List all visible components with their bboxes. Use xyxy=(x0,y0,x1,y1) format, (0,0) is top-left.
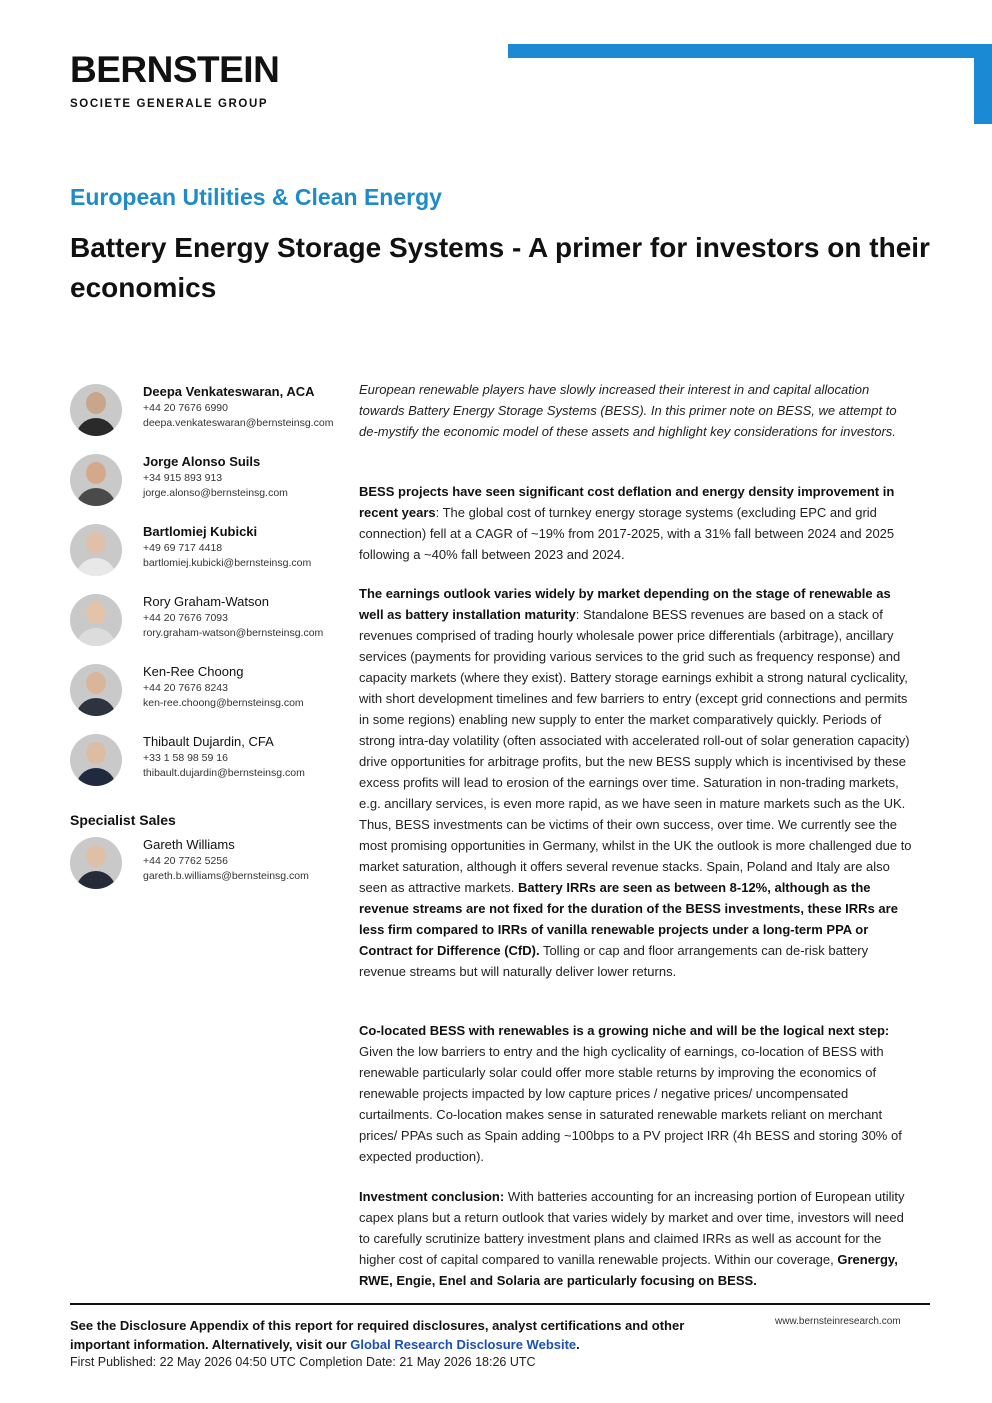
analyst-card xyxy=(70,454,360,514)
analyst-photo xyxy=(70,734,122,786)
analyst-email[interactable]: ken-ree.choong@bernsteinsg.com xyxy=(143,697,304,709)
specialist-photo xyxy=(70,837,122,889)
analyst-email[interactable]: jorge.alonso@bernsteinsg.com xyxy=(143,487,288,499)
report-title: Battery Energy Storage Systems - A primer for investors on their economics xyxy=(70,232,930,303)
analyst-email[interactable]: deepa.venkateswaran@bernsteinsg.com xyxy=(143,417,334,429)
disclosure-website-link[interactable]: Global Research Disclosure Website xyxy=(350,1337,577,1352)
analyst-email[interactable]: bartlomiej.kubicki@bernsteinsg.com xyxy=(143,557,312,569)
analyst-card xyxy=(70,524,360,584)
paragraph-text: Tolling or cap and floor arrangements can de-risk battery revenue streams but will naturally deliver lower returns. xyxy=(359,943,869,979)
paragraph-lead: Co-located BESS with renewables is a growing niche and will be the logical next step: xyxy=(359,1023,890,1038)
specialist-card xyxy=(70,837,360,897)
analyst-card xyxy=(70,594,360,654)
analyst-photo xyxy=(70,454,122,506)
analyst-card xyxy=(70,384,360,444)
disclosure-notice xyxy=(70,1316,730,1354)
accent-bar xyxy=(508,44,992,58)
bernstein-logo: BERNSTEIN xyxy=(70,49,280,90)
analyst-email[interactable]: thibault.dujardin@bernsteinsg.com xyxy=(143,767,305,779)
disclosure-end: . xyxy=(576,1337,580,1352)
intro-paragraph xyxy=(359,379,915,442)
paragraph-text: With batteries accounting for an increasing portion of European utility capex plans but a return outlook that varies widely by market and over time, investors will need to carefully scrutinize battery investment plans and claimed IRRs as well as account for the higher cost of capital compared to vanilla renewable projects. Within our coverage, xyxy=(359,1189,905,1267)
paragraph-earnings-outlook xyxy=(359,583,915,982)
paragraph-highlight: Battery IRRs are seen as between 8-12%, although as the revenue streams are not fixed for the duration of the BESS investments, these IRRs are less firm compared to IRRs of vanilla renewable projects under a long-term PPA or Contract for Difference (CfD). xyxy=(359,880,898,958)
analyst-phone: +49 69 717 4418 xyxy=(143,542,223,554)
analyst-name: Thibault Dujardin, CFA xyxy=(143,734,274,749)
analyst-card xyxy=(70,734,360,794)
paragraph-text: : Standalone BESS revenues are based on a stack of revenues comprised of trading hourly wholesale power price differentials (arbitrage), ancillary services (payments for providing various services to the grid such as frequency response) and capacity markets (where they exist). Battery storage earnings exhibit a strong natural cyclicality, with short development timelines and few barriers to entry (except grid connections and permits in some regions) enabling new supply to enter the market comparatively quickly. Periods of strong intra-day volatility (often associated with accelerated roll-out of solar generation capacity) drive opportunities for arbitrage profits, but the new BESS supply which is incentivised by these excess profits will lead to erosion of the earnings over time. Saturation in non-trading markets, e.g. ancillary services, is even more rapid, as we have seen in mature markets such as the UK. Thus, BESS investments can be victims of their own success, over time. We currently see the most promising opportunities in Germany, whilst in the UK the outlook is more challenged due to market saturation, although it offers several revenue stacks. Spain, Poland and Italy are also seen as attractive markets. xyxy=(359,607,912,895)
analyst-phone: +44 20 7676 8243 xyxy=(143,682,228,694)
analyst-card xyxy=(70,664,360,724)
analyst-phone: +34 915 893 913 xyxy=(143,472,223,484)
intro-text: European renewable players have slowly increased their interest in and capital allocation towards Battery Energy Storage Systems (BESS). In this primer note on BESS, we attempt to de-mystify the economic model of these assets and highlight key considerations for investors. xyxy=(359,382,897,439)
analyst-name: Bartlomiej Kubicki xyxy=(143,524,258,539)
publication-dates: First Published: 22 May 2026 04:50 UTC Completion Date: 21 May 2026 18:26 UTC xyxy=(70,1355,536,1369)
specialist-email[interactable]: gareth.b.williams@bernsteinsg.com xyxy=(143,870,309,882)
accent-bar-corner xyxy=(974,44,992,124)
paragraph-highlight: Grenergy, RWE, Engie, Enel and Solaria are particularly focusing on BESS. xyxy=(359,1252,898,1288)
analyst-email[interactable]: rory.graham-watson@bernsteinsg.com xyxy=(143,627,324,639)
paragraph-lead: BESS projects have seen significant cost deflation and energy density improvement in recent years xyxy=(359,484,895,520)
analyst-name: Ken-Ree Choong xyxy=(143,664,244,679)
website-url[interactable]: www.bernsteinresearch.com xyxy=(775,1316,901,1327)
paragraph-text: Given the low barriers to entry and the high cyclicality of earnings, co-location of BESS with renewable particularly solar could offer more stable returns by improving the economics of renewable projects impacted by low capture prices / negative prices/ uncompensated curtailments. Co-location makes sense in saturated renewable markets reliant on merchant prices/ PPAs such as Spain adding ~100bps to a PV project IRR (4h BESS and storing 30% of expected production). xyxy=(359,1044,902,1164)
analyst-name: Rory Graham-Watson xyxy=(143,594,269,609)
paragraph-cost-deflation xyxy=(359,481,915,565)
analyst-photo xyxy=(70,594,122,646)
analyst-phone: +33 1 58 98 59 16 xyxy=(143,752,228,764)
analyst-phone: +44 20 7676 6990 xyxy=(143,402,228,414)
specialist-sales-heading: Specialist Sales xyxy=(70,812,176,828)
bernstein-logo-subtitle: SOCIETE GENERALE GROUP xyxy=(70,98,269,110)
analyst-photo xyxy=(70,524,122,576)
paragraph-text: : The global cost of turnkey energy storage systems (excluding EPC and grid connection) fell at a CAGR of ~19% from 2017-2025, with a 31% fall between 2024 and 2025 following a ~40% fall between 2023 and 2024. xyxy=(359,505,895,562)
paragraph-co-location xyxy=(359,1020,915,1167)
specialist-phone: +44 20 7762 5256 xyxy=(143,855,228,867)
disclosure-text: See the Disclosure Appendix of this report for required disclosures, analyst certifications and other important information. Alternatively, visit our xyxy=(70,1318,685,1352)
paragraph-investment-conclusion xyxy=(359,1186,915,1291)
paragraph-lead: Investment conclusion: xyxy=(359,1189,505,1204)
analyst-name: Deepa Venkateswaran, ACA xyxy=(143,384,315,399)
analyst-photo xyxy=(70,664,122,716)
specialist-name: Gareth Williams xyxy=(143,837,235,852)
analyst-phone: +44 20 7676 7093 xyxy=(143,612,228,624)
report-category: European Utilities & Clean Energy xyxy=(70,184,442,210)
paragraph-lead: The earnings outlook varies widely by market depending on the stage of renewable as well as battery installation maturity xyxy=(359,586,891,622)
analyst-photo xyxy=(70,384,122,436)
analyst-name: Jorge Alonso Suils xyxy=(143,454,261,469)
footer-divider xyxy=(70,1303,930,1305)
